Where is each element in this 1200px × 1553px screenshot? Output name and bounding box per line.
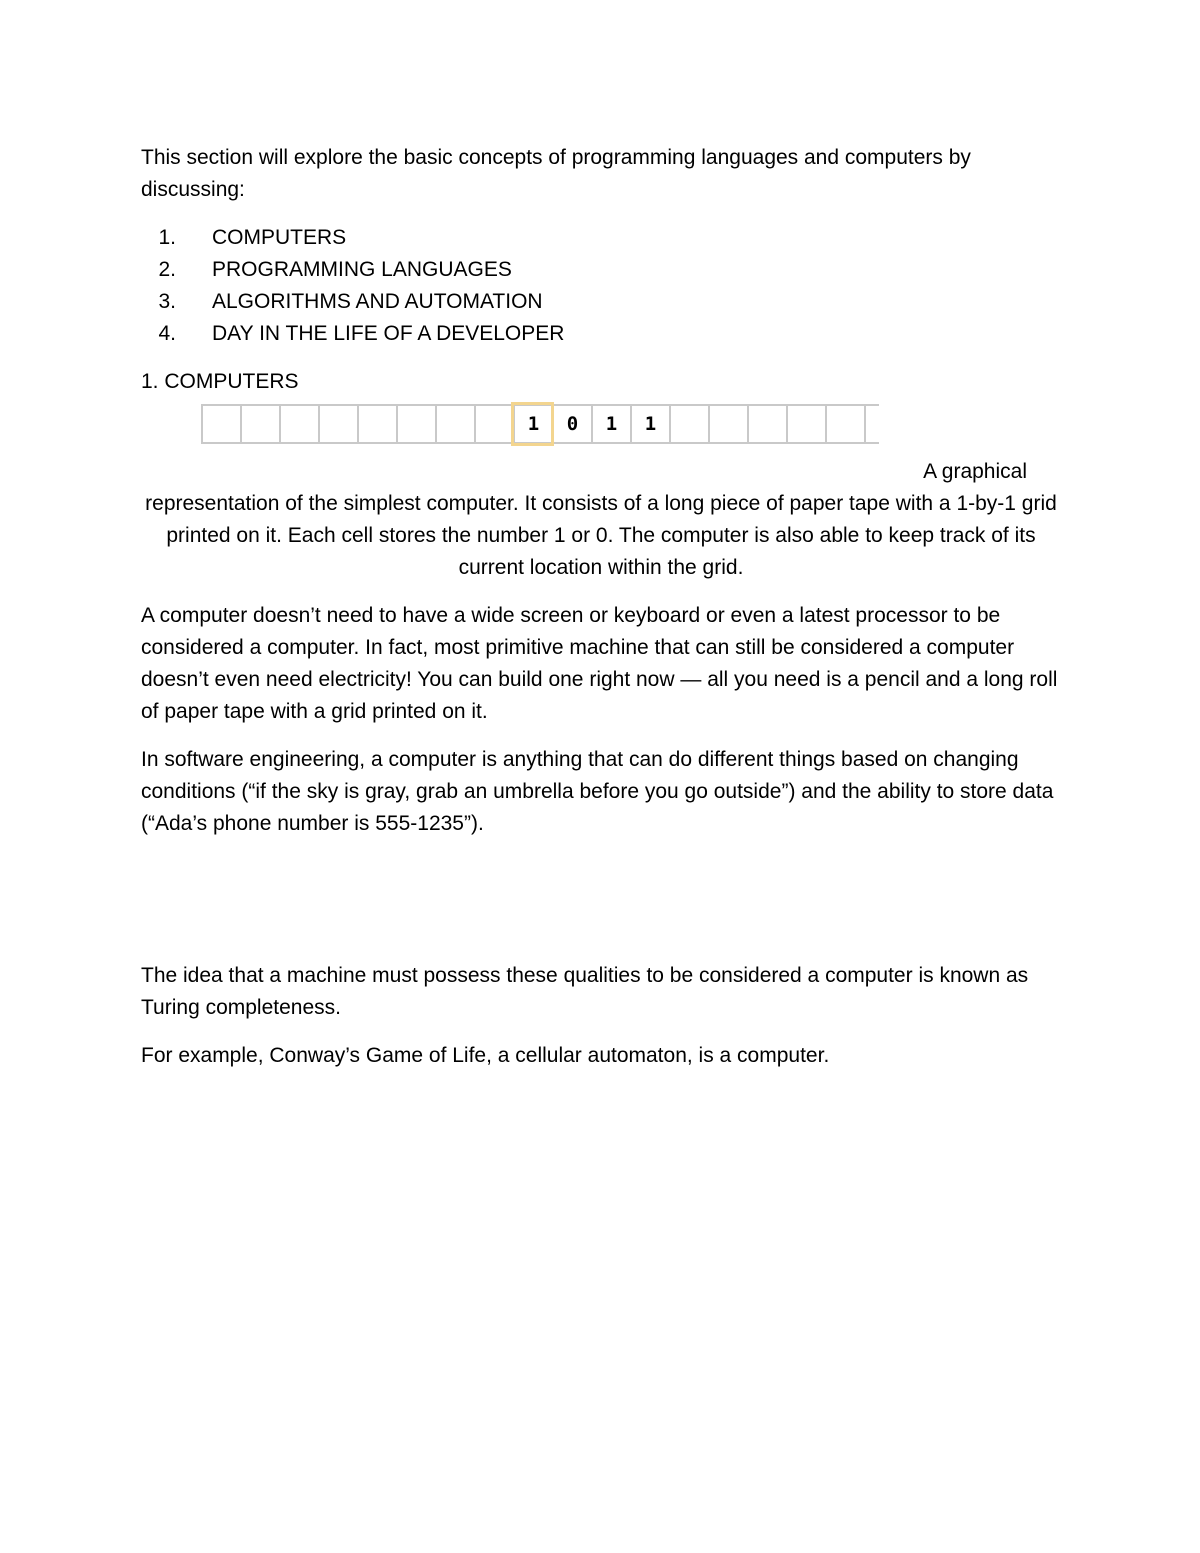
tape-cell — [279, 404, 318, 444]
tape-cell: 1 — [591, 404, 630, 444]
blank-space — [141, 856, 1061, 960]
caption-first-line: A graphical — [923, 460, 1027, 483]
tape-end-edge — [864, 404, 866, 444]
tape-cell — [474, 404, 513, 444]
tape-cell — [240, 404, 279, 444]
list-item — [141, 318, 1061, 350]
tape-cell: 0 — [552, 404, 591, 444]
body-paragraph: The idea that a machine must possess these qualities to be considered a computer is known as Turing completeness. — [141, 964, 1029, 1019]
list-item-label: ALGORITHMS AND AUTOMATION — [212, 290, 543, 313]
intro-paragraph: This section will explore the basic concepts of programming languages and computers by discussing: — [141, 146, 971, 201]
list-item-number: 2. — [158, 258, 176, 281]
document-page — [141, 142, 1061, 1088]
list-item-label: COMPUTERS — [212, 226, 347, 249]
tape-cell — [747, 404, 786, 444]
tape-cell — [786, 404, 825, 444]
tape-cells — [201, 404, 864, 444]
figure-caption — [141, 456, 1061, 584]
tape-cell — [357, 404, 396, 444]
tape-cell: 1 — [630, 404, 669, 444]
body-paragraph: A computer doesn’t need to have a wide screen or keyboard or even a latest processor to be considered a computer. In fact, most primitive machine that can still be considered a computer doesn’t even need electricity! You can build one right now — all you need is a pencil and a long roll of paper tape with a grid printed on it. — [141, 604, 1058, 723]
body-paragraph: In software engineering, a computer is anything that can do different things based on changing conditions (“if the sky is gray, grab an umbrella before you go outside”) and the ability to store data (“Ada’s phone number is 555-1235”). — [141, 748, 1054, 835]
tape-cell — [201, 404, 240, 444]
list-item — [141, 254, 1061, 286]
tape-cell-head: 1 — [513, 404, 552, 444]
body-paragraph: For example, Conway’s Game of Life, a cellular automaton, is a computer. — [141, 1044, 830, 1067]
list-item-number: 1. — [158, 226, 176, 249]
tape-cell — [435, 404, 474, 444]
paper-tape — [201, 404, 879, 444]
tape-cell — [708, 404, 747, 444]
list-item-number: 4. — [158, 322, 176, 345]
tape-cell — [669, 404, 708, 444]
list-item-number: 3. — [158, 290, 176, 313]
tape-cell — [396, 404, 435, 444]
tape-cell — [318, 404, 357, 444]
list-item — [141, 222, 1061, 254]
list-item-label: PROGRAMMING LANGUAGES — [212, 258, 512, 281]
paper-tape-figure — [201, 404, 1061, 456]
caption-text: representation of the simplest computer. It consists of a long piece of paper tape with a 1-by-1 grid printed on it. Each cell stores the number 1 or 0. The computer is also able to keep track of its current location within the grid. — [145, 492, 1057, 579]
tape-cell — [825, 404, 864, 444]
topics-list — [141, 222, 1061, 350]
list-item — [141, 286, 1061, 318]
list-item-label: DAY IN THE LIFE OF A DEVELOPER — [212, 322, 565, 345]
section-heading: 1. COMPUTERS — [141, 370, 299, 393]
